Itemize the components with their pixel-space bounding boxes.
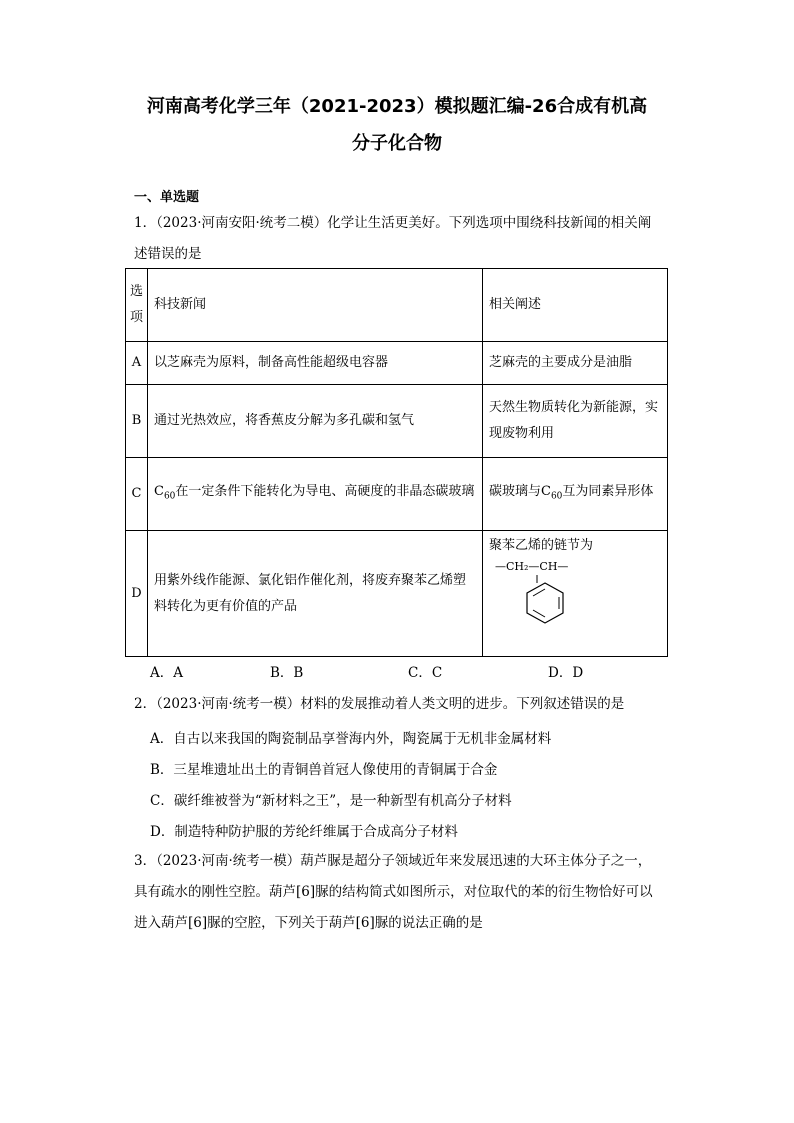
row-c-option: C (126, 458, 148, 531)
benzene-ring-icon (521, 575, 581, 627)
row-d-news: 用紫外线作能源、氯化铝作催化剂，将废弃聚苯乙烯塑料转化为更有价值的产品 (148, 531, 483, 657)
choice-c[interactable]: C．C (408, 665, 443, 681)
row-b-desc: 天然生物质转化为新能源，实现废物利用 (483, 385, 668, 458)
polystyrene-formula: —CH₂—CH— (495, 560, 569, 573)
choice-b[interactable]: B．B (270, 665, 304, 681)
row-b-news: 通过光热效应，将香蕉皮分解为多孔碳和氢气 (148, 385, 483, 458)
row-d-option: D (126, 531, 148, 657)
header-desc: 相关阐述 (483, 269, 668, 342)
q3-stem-line-1: 3．（2023·河南·统考一模）葫芦脲是超分子领域近年来发展迅速的大环主体分子之一， (134, 853, 652, 869)
row-c-news-subscript: 60 (163, 491, 176, 502)
section-heading: 一、单选题 (134, 190, 200, 205)
row-c-news (148, 458, 483, 531)
row-c-desc-text: 碳玻璃与C (489, 483, 551, 499)
header-option-label: 选项 (129, 284, 143, 325)
table-row (126, 458, 668, 531)
question-1-choices (150, 661, 583, 681)
row-d-desc (483, 531, 668, 657)
row-c-desc-text-2: 互为同素异形体 (562, 483, 654, 499)
row-c-desc-subscript: 60 (550, 491, 563, 502)
question-3-stem (134, 846, 674, 939)
row-c-news-text: 在一定条件下能转化为导电、高硬度的非晶态碳玻璃 (175, 483, 475, 499)
header-news: 科技新闻 (148, 269, 483, 342)
question-1-stem (134, 208, 674, 270)
q1-stem-line-2: 述错误的是 (134, 246, 202, 262)
title-line-1: 河南高考化学三年（2021-2023）模拟题汇编-26合成有机高 (146, 96, 648, 117)
row-c-desc (483, 458, 668, 531)
document-title (90, 88, 704, 162)
q2-option-c[interactable]: C．碳纤维被誉为“新材料之王”，是一种新型有机高分子材料 (150, 793, 512, 809)
question-2-stem: 2．（2023·河南·统考一模）材料的发展推动着人类文明的进步。下列叙述错误的是 (134, 696, 625, 712)
table-header-row (126, 269, 668, 342)
row-a-news: 以芝麻壳为原料，制备高性能超级电容器 (148, 342, 483, 385)
q2-option-d[interactable]: D．制造特种防护服的芳纶纤维属于合成高分子材料 (150, 824, 458, 840)
title-line-2: 分子化合物 (352, 133, 442, 154)
table-row (126, 342, 668, 385)
row-a-desc: 芝麻壳的主要成分是油脂 (483, 342, 668, 385)
q1-stem-line-1: 1．（2023·河南安阳·统考二模）化学让生活更美好。下列选项中围绕科技新闻的相关阐 (134, 215, 652, 231)
header-option (126, 269, 148, 342)
table-row (126, 385, 668, 458)
table-row (126, 531, 668, 657)
question-1-table (125, 268, 668, 657)
q3-stem-line-2: 具有疏水的刚性空腔。葫芦[6]脲的结构简式如图所示，对位取代的苯的衍生物恰好可以 (134, 884, 653, 900)
row-c-news-symbol: C (154, 483, 164, 499)
row-d-desc-text: 聚苯乙烯的链节为 (489, 538, 594, 553)
choice-d[interactable]: D．D (548, 665, 584, 681)
q3-stem-line-3: 进入葫芦[6]脲的空腔，下列关于葫芦[6]脲的说法正确的是 (134, 915, 483, 931)
q2-option-b[interactable]: B．三星堆遗址出土的青铜兽首冠人像使用的青铜属于合金 (150, 762, 498, 778)
row-b-option: B (126, 385, 148, 458)
q2-option-a[interactable]: A．自古以来我国的陶瓷制品享誉海内外，陶瓷属于无机非金属材料 (150, 731, 552, 747)
row-a-option: A (126, 342, 148, 385)
choice-a[interactable]: A．A (150, 665, 183, 681)
